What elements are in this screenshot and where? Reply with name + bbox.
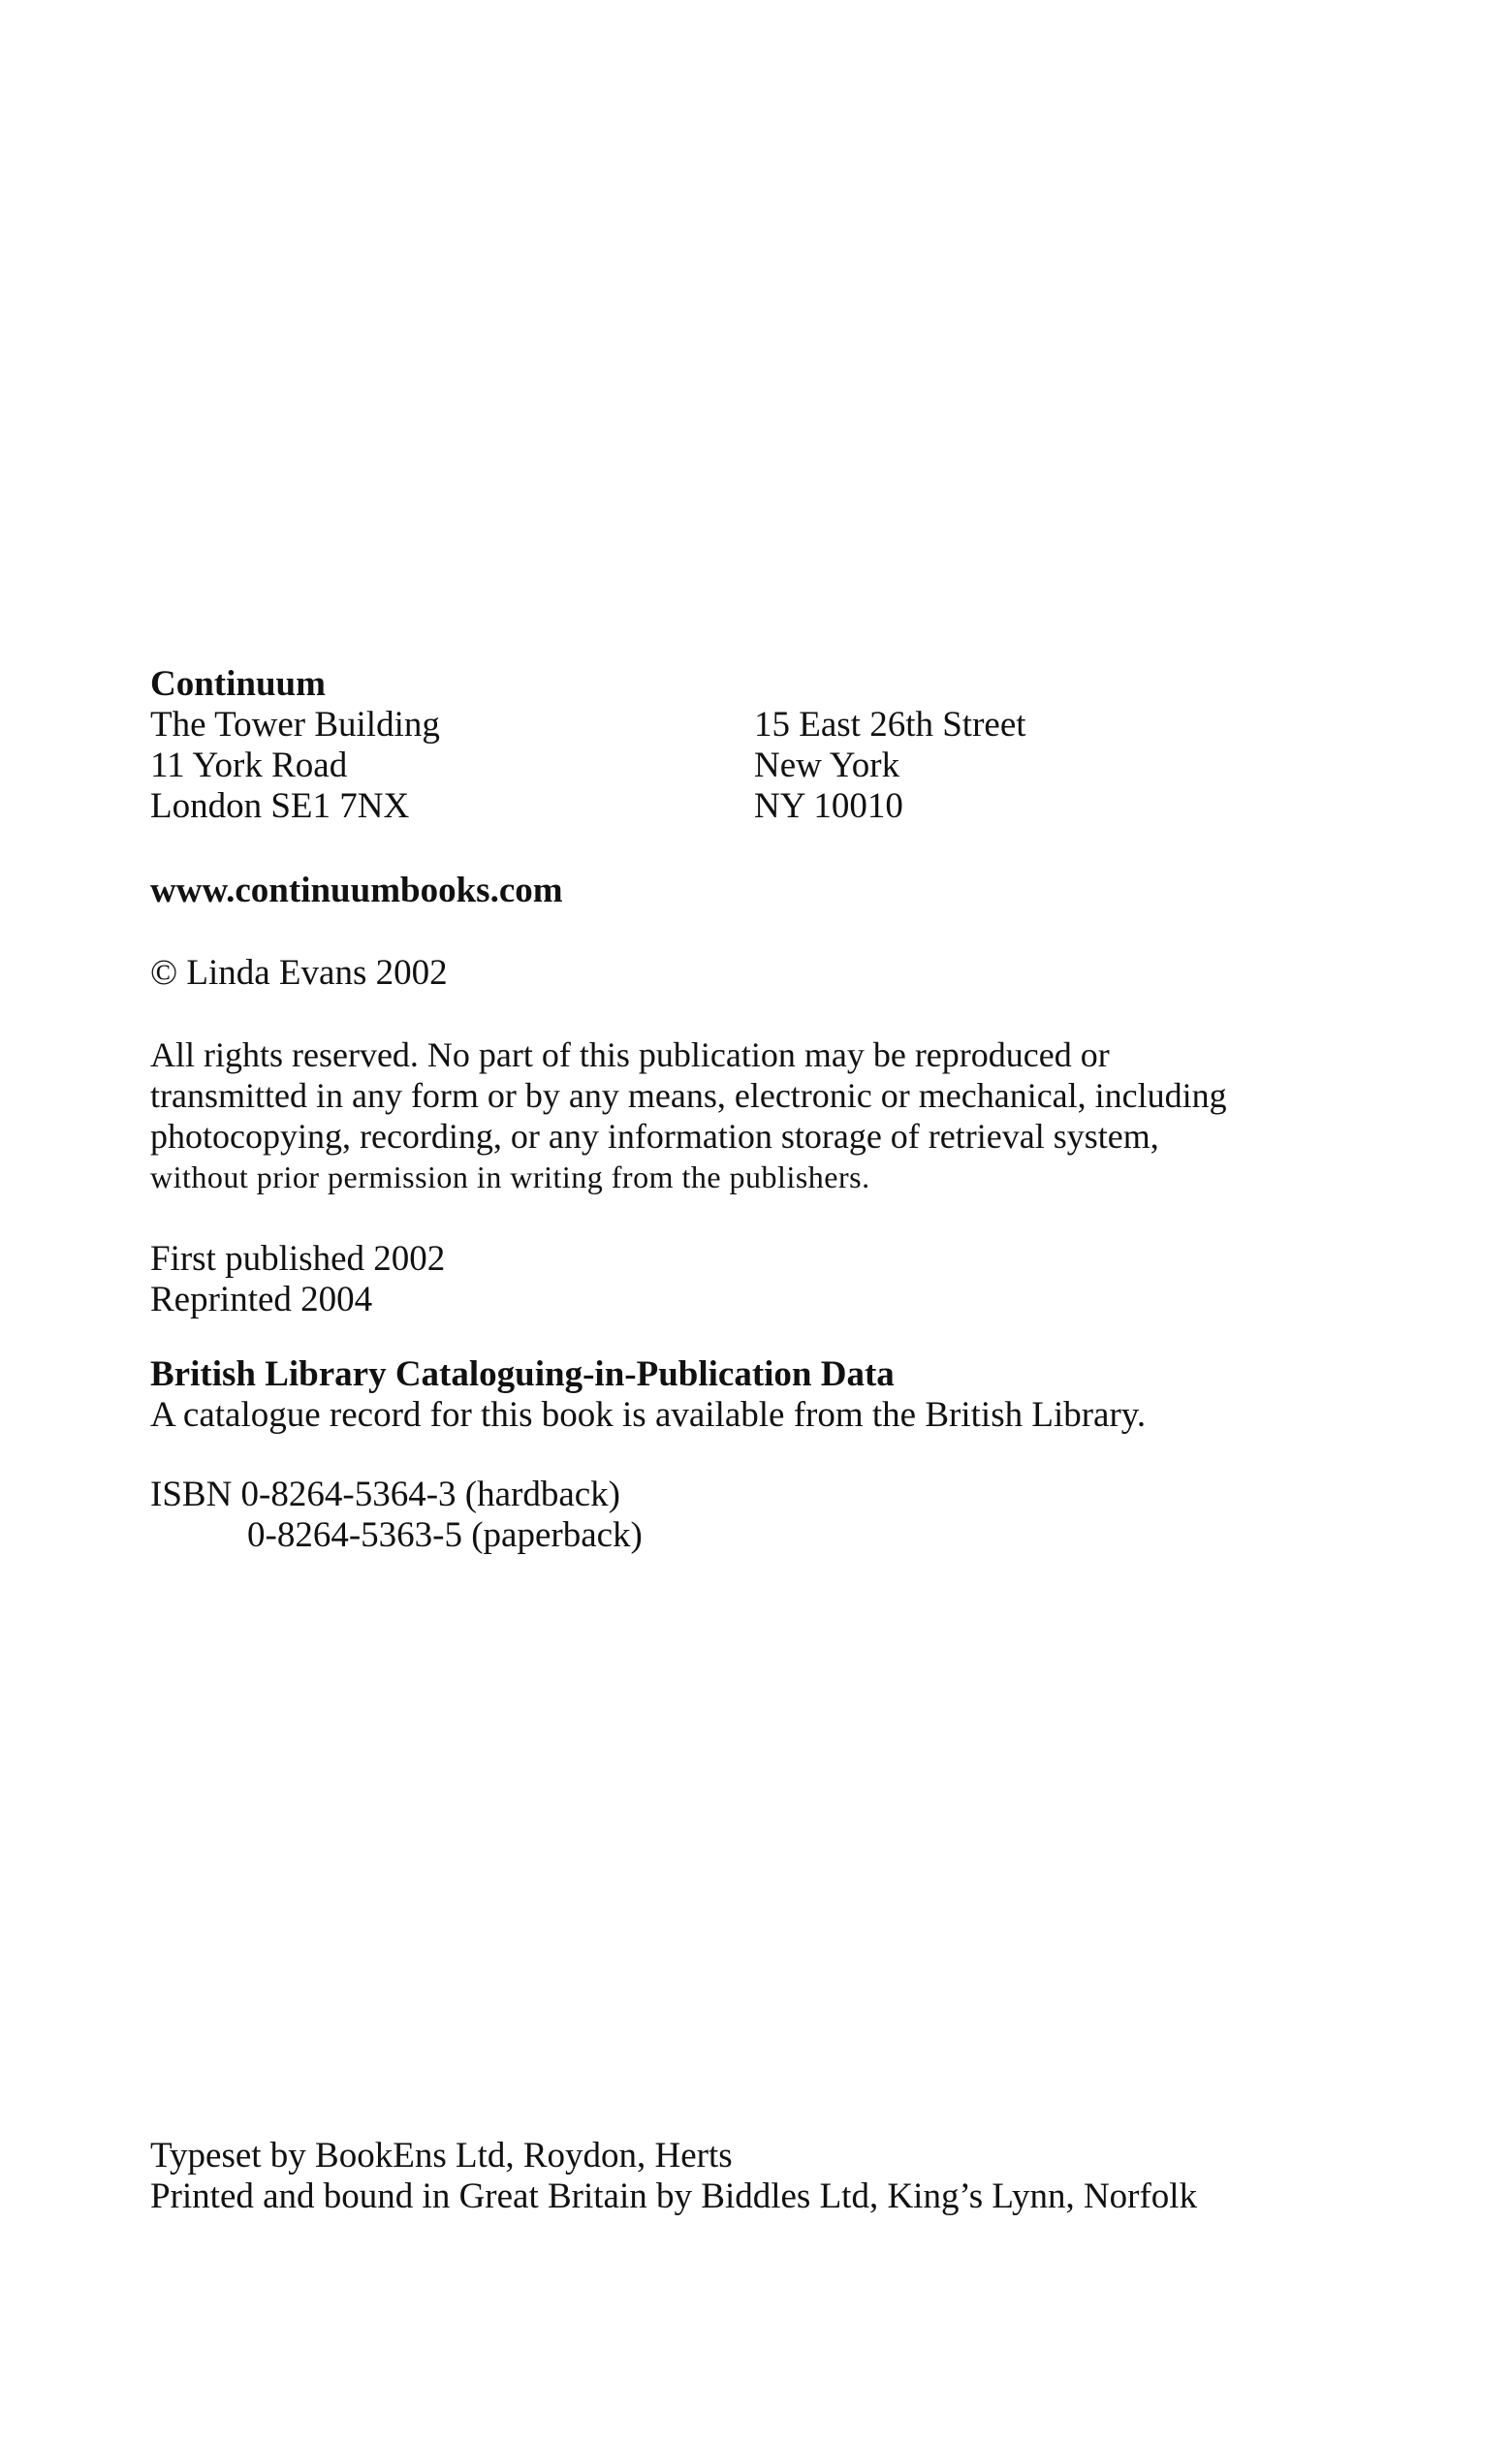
newyork-address [754, 705, 1026, 827]
publisher-name-text: Continuum [150, 664, 326, 704]
isbn-hardback: ISBN 0-8264-5364-3 (hardback) [150, 1475, 620, 1514]
cip-heading: British Library Cataloguing-in-Publication Data [150, 1354, 895, 1394]
printed-by: Printed and bound in Great Britain by Biddles Ltd, King’s Lynn, Norfolk [150, 2176, 1198, 2216]
copyright-notice [150, 953, 448, 994]
london-address-line-2: 11 York Road [150, 746, 348, 785]
rights-line-4: without prior permission in writing from the publishers. [150, 1159, 870, 1194]
printer-info [150, 2136, 1197, 2217]
isbn-block [150, 1475, 643, 1556]
rights-line-1: All rights reserved. No part of this publication may be reproduced or [150, 1035, 1110, 1074]
website-text: www.continuumbooks.com [150, 871, 563, 910]
publication-history [150, 1239, 445, 1320]
cip-text: A catalogue record for this book is available from the British Library. [150, 1395, 1147, 1435]
publisher-name [150, 664, 326, 705]
london-address-line-3: London SE1 7NX [150, 786, 410, 826]
london-address [150, 705, 440, 827]
publisher-website [150, 871, 563, 911]
rights-line-3: photocopying, recording, or any information storage of retrieval system, [150, 1117, 1159, 1156]
london-address-line-1: The Tower Building [150, 705, 440, 745]
first-published: First published 2002 [150, 1239, 446, 1279]
typeset-by: Typeset by BookEns Ltd, Roydon, Herts [150, 2136, 733, 2176]
newyork-address-line-1: 15 East 26th Street [754, 705, 1026, 745]
newyork-address-line-3: NY 10010 [754, 786, 903, 826]
isbn-paperback: 0-8264-5363-5 (paperback) [247, 1515, 643, 1555]
newyork-address-line-2: New York [754, 746, 900, 785]
rights-line-2: transmitted in any form or by any means, electronic or mechanical, including [150, 1076, 1227, 1115]
cip-data [150, 1354, 1146, 1436]
rights-statement [150, 1034, 1227, 1197]
reprinted: Reprinted 2004 [150, 1280, 373, 1319]
copyright-text: © Linda Evans 2002 [150, 953, 448, 993]
